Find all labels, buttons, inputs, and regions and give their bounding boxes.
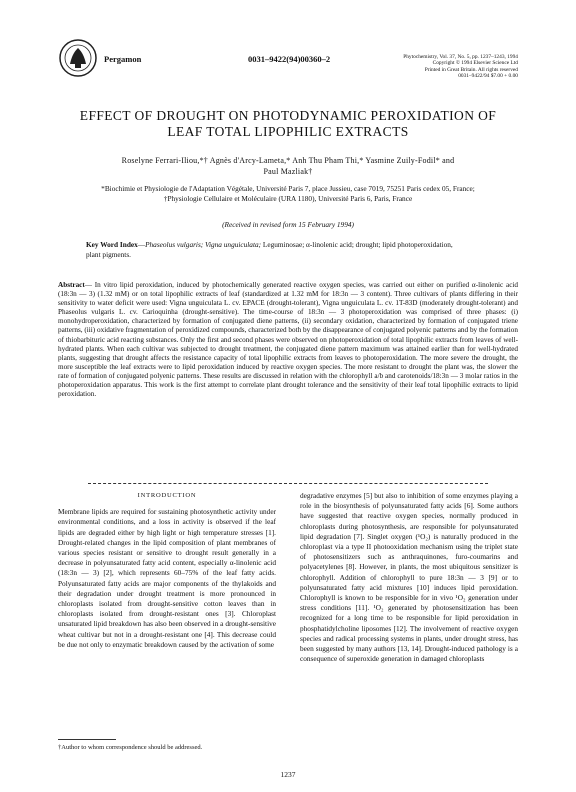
affiliation-line: *Biochimie et Physiologie de l'Adaptation Végétale, Université Paris 7, place Jussieu, case 7019, 75251 Paris cedex 05, France; — [101, 184, 475, 193]
page-number: 1237 — [280, 770, 296, 779]
pii-code: 0031–9422(94)00360–2 — [248, 54, 331, 64]
title-line: LEAF TOTAL LIPOPHILIC EXTRACTS — [167, 124, 409, 139]
title-line: EFFECT OF DROUGHT ON PHOTODYNAMIC PEROXIDATION OF — [79, 108, 497, 123]
abstract-label: Abstract — [58, 281, 85, 289]
received-date: (Received in revised form 15 February 1994) — [222, 220, 354, 229]
intro-left-text: Membrane lipids are required for sustaining photosynthetic activity under environmental conditions, and a loss in activity is observed if the leaf lipids are degraded either by high light or high temperature stresses [1]. Drought-related changes in the lipid composition of plant membranes of various species resistant or sensitive to drought result generally in a decrease in polyunsaturated fatty acid content, especially α-linolenic acid (18:3n — 3) [2], which represents 60–75% of the leaf fatty acids. Polyunsaturated fatty acids are major components of the thylakoids and their degradation under drought treatment is more pronounced in chloroplasts isolated from drought-sensitive cotton leaves than in chloroplasts isolated from drought-resistant ones [3]. Chloroplast unsaturated lipid breakdown has also been observed in a drought-sensitive wheat cultivar but not in a drought-resistant one [4]. This decrease could be due not only to enzymatic breakdown caused by the activation of some — [58, 507, 276, 649]
affiliations — [40, 184, 536, 203]
paper-title — [40, 108, 536, 140]
abstract: Abstract— In vitro lipid peroxidation, induced by photochemically generated reactive oxygen species, was carried out either on purified α-linolenic acid (18:3n — 3) (1.32 mM) or on total lipophilic extracts of leaf (standardized at 1.32 mM for 18:3n — 3 content). Three cultivars of plants differing in their sensitivity to water deficit were used: Vigna unguiculata L. cv. EPACE (drought-tolerant), Vigna unguiculata L. cv. 1T-83D (moderately drought-tolerant) and Phaseolus vulgaris L. cv. Carioquinha (drought-sensitive). The time-course of 18:3n — 3 photoperoxidation was comprised of three phases: (i) monohydroperoxidation, characterized by formation of conjugated diene patterns, (ii) secondary oxidation, characterized by formation of conjugated triene patterns, (iii) oxidative fragmentation of peroxidized compounds, characterized both by the disappearance of conjugated polyenic patterns and by the formation of thiobarbituric acid reacting substances. Only the first and second phases were observed on photoperoxidation of total lipophilic extracts from leaves of well-hydrated plants. When each cultivar was subjected to drought treatment, the conjugated diene pattern maximum was attained earlier than for well-hydrated plants, suggesting that drought affects the resistance capacity of total lipophilic extracts from leaves to photoperoxidation. The more severe the drought, the more susceptible the leaf extracts were to lipid peroxidation induced by reactive oxygen species. The more resistant to drought the plant was, the slower the rate of formation of conjugated polyenic patterns. These results are discussed in relation with the chlorophyll a/b and carotenoids/18:3n — 3 molar ratios in the photoperoxidation apparatus. This work is the first attempt to correlate plant drought tolerance and the sensitivity of their leaf total lipophilic extracts to lipid peroxidation. — [58, 281, 519, 399]
journal-info-line: Phytochemistry, Vol. 37, No. 5, pp. 1237–1243, 1994 — [403, 54, 518, 60]
abstract-text: In vitro lipid peroxidation, induced by photochemically generated reactive oxygen species, was carried out either on purified α-linolenic acid (18:3n — 3) (1.32 mM) or on total lipophilic extracts of leaf (standardized at 1.32 mM for 18:3n — 3 content). Three cultivars of plants differing in their sensitivity to water deficit were used: Vigna unguiculata L. cv. EPACE (drought-tolerant), Vigna unguiculata L. cv. 1T-83D (moderately drought-tolerant) and Phaseolus vulgaris L. cv. Carioquinha (drought-sensitive). The time-course of 18:3n — 3 photoperoxidation was comprised of three phases: (i) monohydroperoxidation, characterized by formation of conjugated diene patterns, (ii) secondary oxidation, characterized by formation of conjugated triene patterns, (iii) oxidative fragmentation of peroxidized compounds, characterized both by the disappearance of conjugated polyenic patterns and by the formation of thiobarbituric acid reacting substances. Only the first and second phases were observed on photoperoxidation of total lipophilic extracts from leaves of well-hydrated plants. When each cultivar was subjected to drought treatment, the conjugated diene pattern maximum was attained earlier than for well-hydrated plants, suggesting that drought affects the resistance capacity of total lipophilic extracts from leaves to photoperoxidation. The more severe the drought, the more susceptible the leaf extracts were to lipid peroxidation induced by reactive oxygen species. The more resistant to drought the plant was, the slower the rate of formation of conjugated polyenic patterns. These results are discussed in relation with the chlorophyll a/b and carotenoids/18:3n — 3 molar ratios in the photoperoxidation apparatus. This work is the first attempt to correlate plant drought tolerance and the sensitivity of their leaf total lipophilic extracts to lipid peroxidation. — [58, 281, 519, 399]
keyword-index: Key Word Index—Phaseolus vulgaris; Vigna unguiculata; Leguminosae; α-linolenic acid; drought; lipid photoperoxidation, plant pigments. — [86, 240, 453, 259]
affiliation-line: †Physiologie Cellulaire et Moléculaire (URA 1180), Université Paris 6, Paris, France — [163, 193, 413, 203]
keyword-terms: Leguminosae; α-linolenic acid; drought; lipid photoperoxidation, plant pigments. — [86, 240, 453, 259]
right-column — [300, 491, 518, 664]
abstract-divider — [88, 483, 488, 484]
journal-info-line: 0031–9422/94 $7.00 + 0.00 — [458, 73, 518, 80]
journal-info-line: Copyright © 1994 Elsevier Science Ltd — [432, 60, 518, 67]
keyword-species: Phaseolus vulgaris; Vigna unguiculata; — [145, 240, 262, 249]
footnote-rule — [58, 739, 116, 740]
section-heading: INTRODUCTION — [137, 492, 197, 499]
footnote: †Author to whom correspondence should be addressed. — [58, 744, 203, 751]
journal-info — [398, 54, 518, 80]
left-column — [58, 491, 276, 650]
keyword-label: Key Word Index — [86, 240, 138, 249]
journal-header — [58, 38, 518, 78]
author-list — [40, 155, 536, 177]
journal-info-line: Printed in Great Britain. All rights reserved — [424, 66, 518, 73]
publisher-logo-icon — [58, 38, 98, 78]
publisher-name: Pergamon — [104, 54, 142, 64]
intro-right-text: degradative enzymes [5] but also to inhibition of some enzymes playing a role in the biosynthesis of polyunsaturated fatty acids [6]. Some authors have suggested that reactive oxygen species, normally produced in chloroplasts during photosynthesis, are responsible for polyunsaturated lipid degradation [7]. Singlet oxygen (¹O₂) is naturally produced in the chloroplast via a type II photooxidation mechanism using the triplet state of photosensitizers such as anthraquinones, furo-coumarins and polyacetylenes [8]. However, in plants, the most ubiquitous sensitizer is chlorophyll. Addition of chlorophyll to pure 18:3n — 3 [9] or to polyunsaturated fatty acid mixtures [10] induces lipid peroxidation. Chlorophyll is known to be responsible for in vivo ¹O₂ generation under stress conditions [11]. ¹O₂ generated by photosensitization has been recognized for a long time to be responsible for lipid peroxidation in phosphatidylcholine liposomes [12]. The involvement of reactive oxygen species and radical processing systems in plants, under drought stress, has been suggested by many authors [13, 14]. Drought-induced pathology is a consequence of superoxide generation in damaged chloroplasts — [300, 491, 518, 664]
authors-line: Paul Mazliak† — [263, 167, 313, 176]
authors-line: Roselyne Ferrari-Iliou,*† Agnès d'Arcy-Lameta,* Anh Thu Pham Thi,* Yasmine Zuily-Fodil* and — [121, 156, 455, 165]
